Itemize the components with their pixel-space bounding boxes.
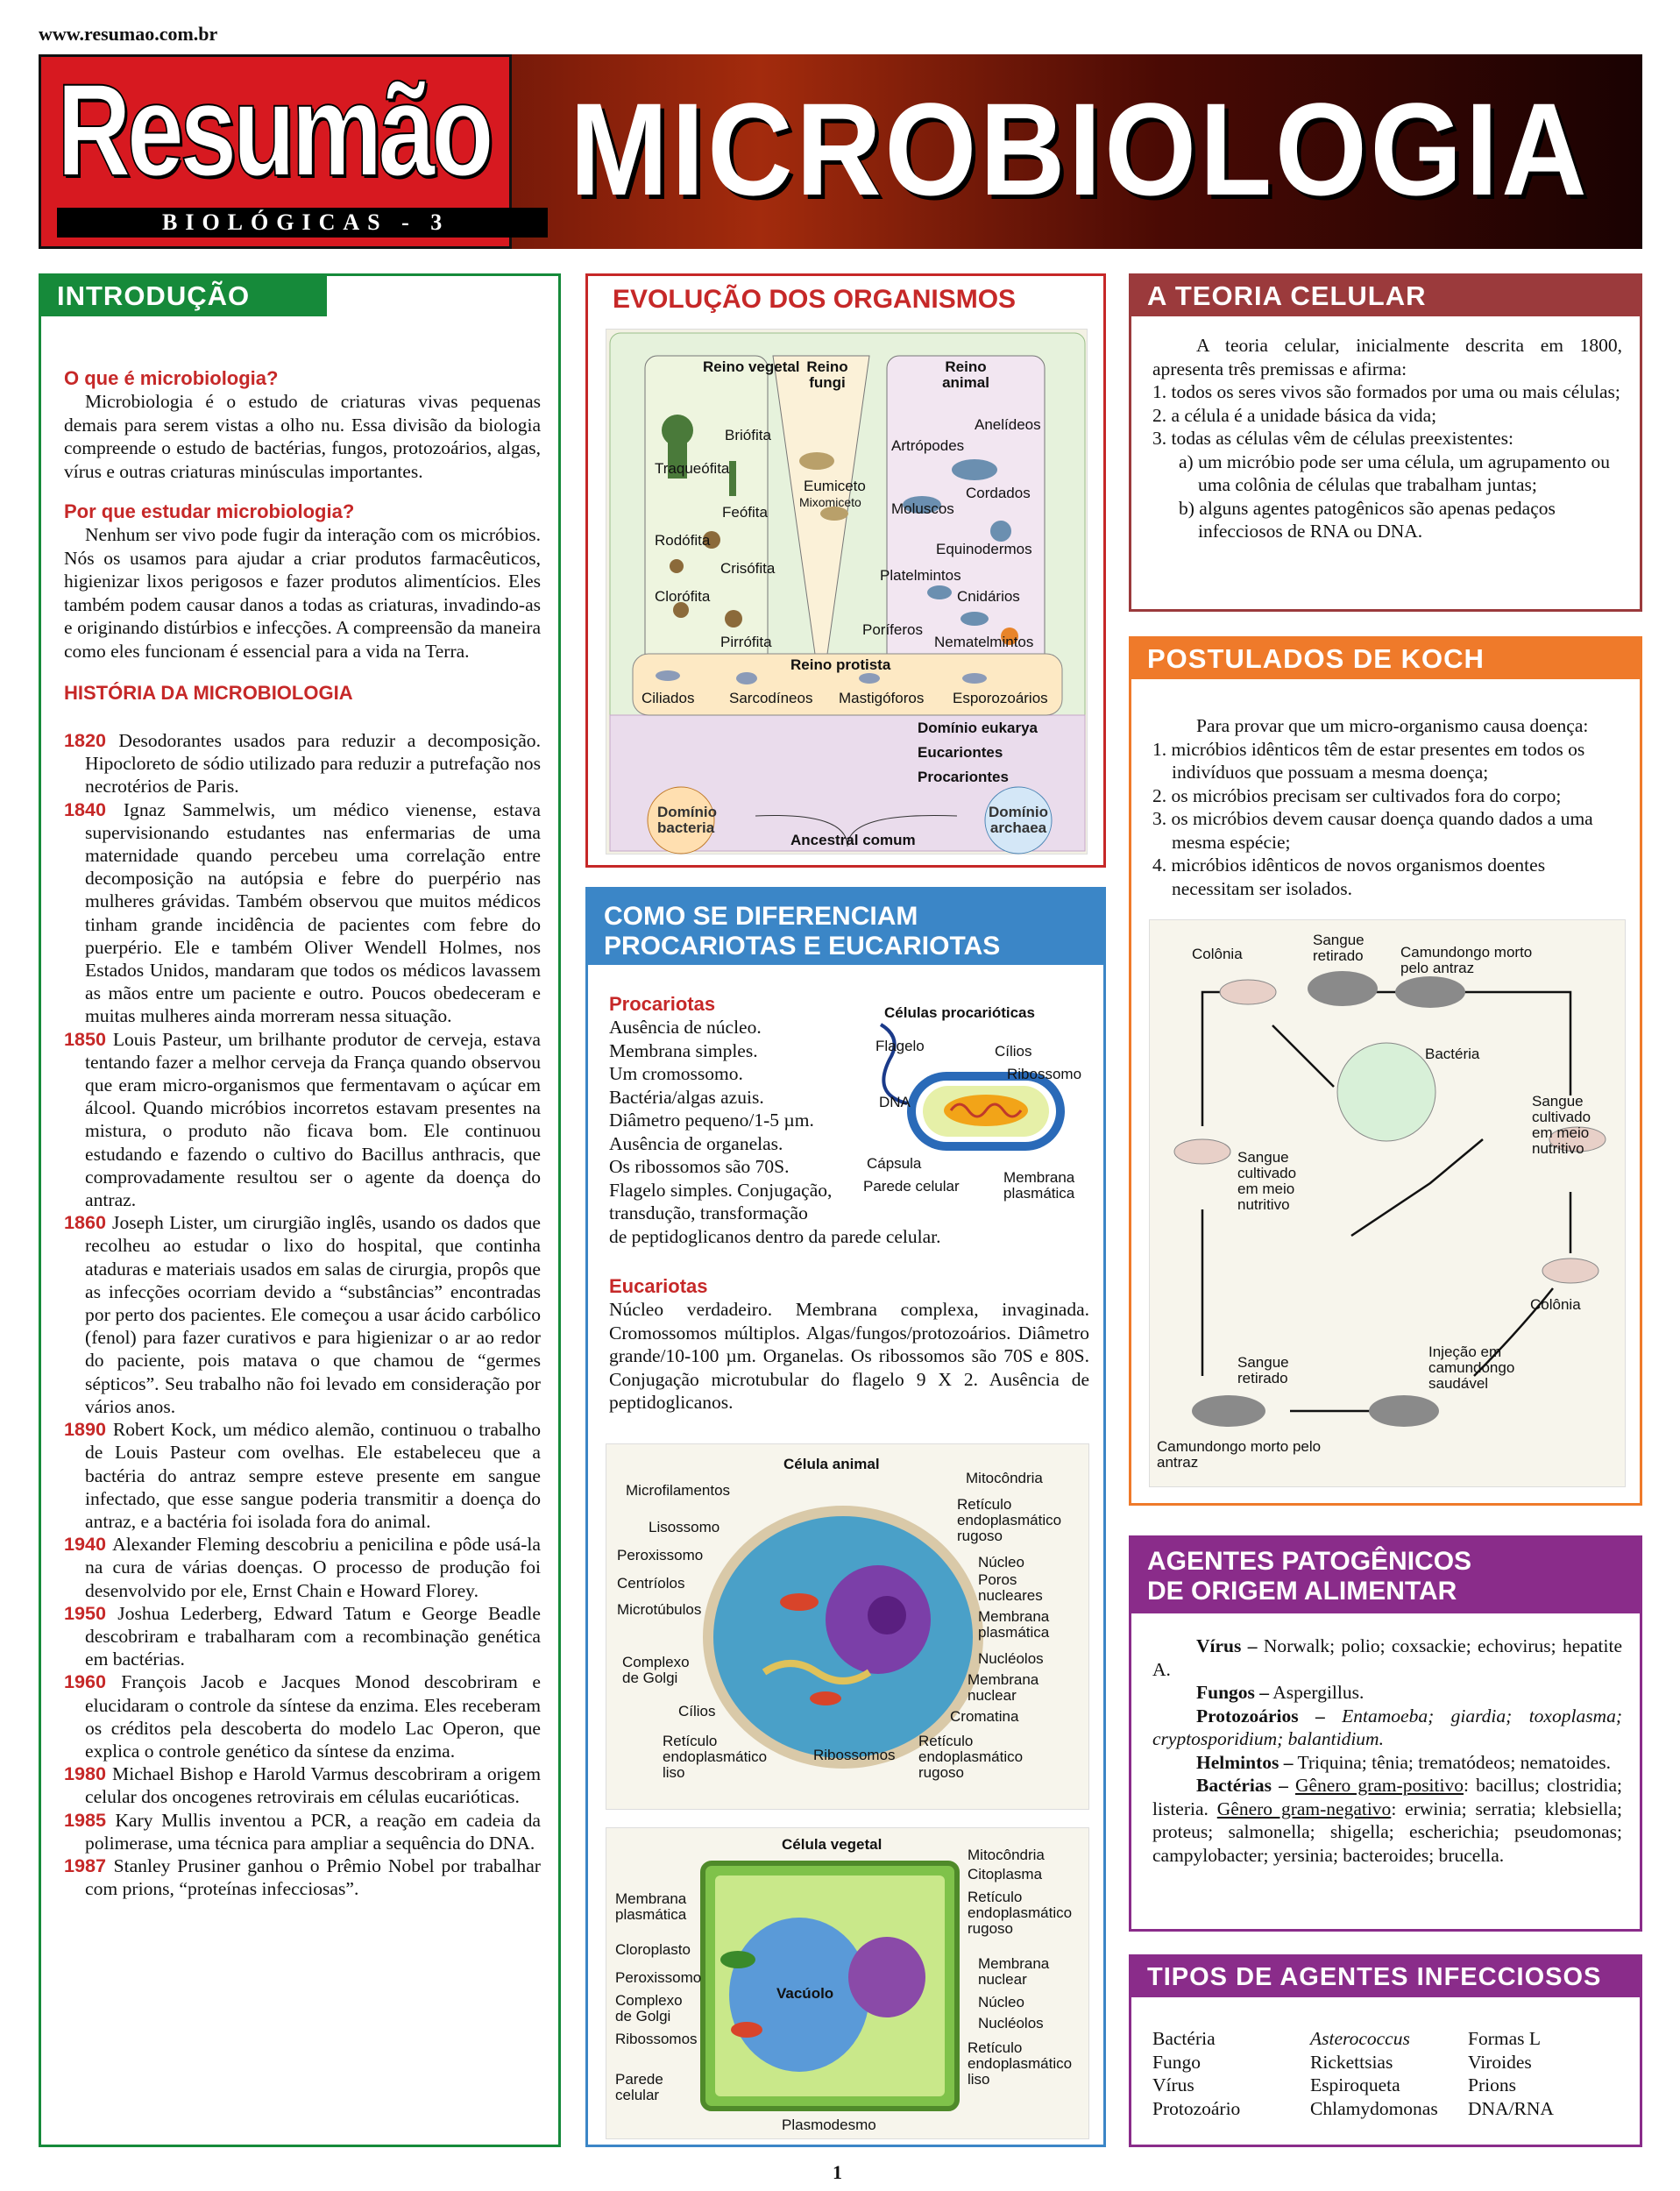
procariontes-label: Procariontes bbox=[918, 769, 1009, 785]
feofita-label: Feófita bbox=[722, 504, 768, 521]
virus-text: Norwalk; polio; coxsackie; echovirus; hepatite A. bbox=[1152, 1635, 1622, 1680]
brand-logo bbox=[39, 54, 512, 249]
proc-cell-title: Células procarióticas bbox=[884, 1004, 1035, 1021]
history-heading: HISTÓRIA DA MICROBIOLOGIA bbox=[64, 682, 353, 704]
reino-animal-label: Reino animal bbox=[942, 358, 989, 391]
veg-vacuolo: Vacúolo bbox=[776, 1985, 834, 2002]
history-year: 1985 bbox=[64, 1808, 116, 1831]
ciliados-label: Ciliados bbox=[642, 690, 695, 706]
teoria-subitem: b) alguns agentes patogênicos são apenas pedaços infecciosos de RNA ou DNA. bbox=[1179, 497, 1556, 542]
tipo-item: Asterococcus bbox=[1310, 2028, 1410, 2049]
gram-pos: Gênero gram-positivo bbox=[1294, 1775, 1464, 1796]
poriferos-label: Poríferos bbox=[862, 621, 923, 638]
tipos-col-2 bbox=[1310, 2027, 1468, 2120]
ancestral-label: Ancestral comum bbox=[790, 832, 916, 848]
history-text: François Jacob e Jacques Monod descobriram e elucidaram o controle da síntese da enzima. Eles receberam os créditos pela descoberta do modelo Lac Operon, que explica o controle genético da síntese da enzima. bbox=[85, 1671, 541, 1762]
helm-text: Triquina; tênia; trematódeos; nematoides. bbox=[1297, 1751, 1611, 1773]
history-year: 1950 bbox=[64, 1601, 118, 1624]
pro-line: Flagelo simples. Conjugação, bbox=[609, 1179, 833, 1201]
tipo-item: Espiroqueta bbox=[1310, 2074, 1400, 2095]
evo-heading: EVOLUÇÃO DOS ORGANISMOS bbox=[613, 285, 1017, 314]
pro-line: de peptidoglicanos dentro da parede celular. bbox=[609, 1225, 941, 1247]
tipo-item: Chlamydomonas bbox=[1310, 2097, 1438, 2119]
evo-figure bbox=[606, 329, 1088, 854]
history-text: Louis Pasteur, um brilhante produtor de cerveja, estava tentando fazer a melhor cerveja da França quando observou que eram micro-organismos que fermentavam o açúcar em álcool. Quando micróbios incorretos estavam presentes na mistura, o produto não ficava bom. Ele continuou estudando e fazendo o cultivo do Bacillus anthracis, que comprovadamente resultou ser o agente da doença do antraz. bbox=[85, 1028, 542, 1211]
traqueofita-label: Traqueófita bbox=[655, 460, 730, 477]
proc-parede: Parede celular bbox=[863, 1178, 960, 1195]
site-url: www.resumao.com.br bbox=[39, 23, 218, 45]
dif-section bbox=[585, 887, 1106, 2147]
koch-section bbox=[1129, 636, 1642, 1506]
history-year: 1820 bbox=[64, 729, 119, 751]
page-number: 1 bbox=[833, 2161, 842, 2183]
helm-label: Helmintos – bbox=[1196, 1751, 1294, 1773]
an-centriolos: Centríolos bbox=[617, 1575, 685, 1592]
veg-ribossomos: Ribossomos bbox=[615, 2031, 698, 2047]
koch-sangue-2: Sangue retirado bbox=[1237, 1354, 1289, 1386]
veg-membrana-nuclear: Membrana nuclear bbox=[978, 1955, 1050, 1988]
nematelmintos-label: Nematelmintos bbox=[934, 634, 1034, 650]
history-year: 1987 bbox=[64, 1854, 114, 1876]
koch-item: 2. os micróbios precisam ser cultivados fora do corpo; bbox=[1152, 784, 1562, 806]
an-ribossomos: Ribossomos bbox=[813, 1747, 896, 1763]
veg-parede: Parede celular bbox=[615, 2071, 663, 2103]
an-golgi: Complexo de Golgi bbox=[622, 1654, 690, 1686]
cnidarios-label: Cnidários bbox=[957, 588, 1020, 605]
platelmintos-label: Platelmintos bbox=[880, 567, 961, 584]
mastigoforos-label: Mastigóforos bbox=[839, 690, 925, 706]
pirrofita-label: Pirrófita bbox=[720, 634, 772, 650]
history-text: Michael Bishop e Harold Varmus descobriram a origem celular dos oncogenes retrovirais em células eucarióticas. bbox=[85, 1763, 541, 1808]
page-title: MICROBIOLOGIA bbox=[570, 75, 1591, 223]
reino-protista-label: Reino protista bbox=[790, 656, 891, 673]
dominio-bacteria-label: Domínio bacteria bbox=[657, 804, 717, 836]
veg-nucleo: Núcleo bbox=[978, 1994, 1024, 2010]
briofita-label: Briófita bbox=[725, 427, 771, 443]
fungos-label: Fungos – bbox=[1196, 1682, 1270, 1703]
history-year: 1890 bbox=[64, 1418, 113, 1441]
history-text: Stanley Prusiner ganhou o Prêmio Nobel por trabalhar com prions, “proteínas infecciosas”. bbox=[85, 1854, 541, 1900]
cordados-label: Cordados bbox=[966, 485, 1031, 501]
intro-heading: INTRODUÇÃO bbox=[41, 276, 327, 316]
pro-line: Ausência de núcleo. bbox=[609, 1017, 762, 1038]
reino-fungi-label: Reino fungi bbox=[806, 358, 848, 391]
agentes-section bbox=[1129, 1535, 1642, 1932]
an-microfilamentos: Microfilamentos bbox=[626, 1482, 731, 1499]
teoria-item: 1. todos os seres vivos são formados por uma ou mais células; bbox=[1152, 381, 1620, 402]
history-year: 1850 bbox=[64, 1027, 113, 1050]
history-year: 1960 bbox=[64, 1670, 122, 1693]
mixomiceto-label: Mixomiceto bbox=[799, 495, 861, 509]
pro-line: Os ribossomos são 70S. bbox=[609, 1156, 790, 1177]
teoria-intro: A teoria celular, inicialmente descrita em 1800, apresenta três premissas e afirma: bbox=[1152, 335, 1622, 379]
history-text: Joshua Lederberg, Edward Tatum e George Beadle descobriram e trabalharam com a recombinação genética em bactérias. bbox=[85, 1602, 541, 1670]
history-year: 1860 bbox=[64, 1211, 113, 1234]
an-reticulo-rugoso-2: Retículo endoplasmático rugoso bbox=[918, 1733, 1024, 1781]
tipo-item: Bactéria bbox=[1152, 2028, 1216, 2049]
proto-text: Entamoeba; giardia; toxoplasma; cryptosporidium; balantidium. bbox=[1152, 1705, 1622, 1749]
history-entry bbox=[64, 1762, 541, 1808]
virus-label: Vírus – bbox=[1196, 1635, 1258, 1656]
teoria-items bbox=[1152, 380, 1622, 543]
animal-title: Célula animal bbox=[783, 1456, 880, 1472]
koch-colonia-2: Colônia bbox=[1530, 1296, 1581, 1313]
proc-flagelo: Flagelo bbox=[875, 1038, 925, 1054]
veg-reticulo-rugoso: Retículo endoplasmático rugoso bbox=[968, 1889, 1073, 1937]
an-nucleolos: Nucléolos bbox=[978, 1650, 1044, 1667]
koch-heading: POSTULADOS DE KOCH bbox=[1131, 639, 1640, 679]
koch-sangue-cult-1: Sangue cultivado em meio nutritivo bbox=[1532, 1093, 1591, 1157]
equinodermos-label: Equinodermos bbox=[936, 541, 1032, 557]
evo-section bbox=[585, 273, 1106, 868]
an-nucleo: Núcleo bbox=[978, 1554, 1024, 1571]
veg-nucleolos: Nucléolos bbox=[978, 2015, 1044, 2031]
intro-section bbox=[39, 273, 561, 2147]
veg-reticulo-liso: Retículo endoplasmático liso bbox=[968, 2039, 1073, 2088]
history-text: Joseph Lister, um cirurgião inglês, usando os dados que recolheu ao estudar o lixo do hospital, que continha ataduras e materiais usados em salas de cirurgia, propôs que as infecções ocorriam devido a “substâncias” encontradas por perto dos pacientes. Ele começou a usar ácido carbólico (fenol) para fazer curativos e para higienizar o ar ao redor do paciente, pois matava o que chamou de “germes sépticos”. Seu trabalho não foi levado em consideração por vários anos. bbox=[85, 1212, 541, 1417]
history-year: 1940 bbox=[64, 1533, 113, 1556]
artropodes-label: Artrópodes bbox=[891, 437, 965, 454]
koch-injecao: Injeção em camundongo saudável bbox=[1428, 1344, 1515, 1392]
moluscos-label: Moluscos bbox=[891, 500, 954, 517]
history-entry bbox=[64, 729, 541, 798]
an-reticulo-liso: Retículo endoplasmático liso bbox=[663, 1733, 768, 1781]
tipo-item: Rickettsias bbox=[1310, 2051, 1393, 2073]
tipo-item: Fungo bbox=[1152, 2051, 1201, 2073]
dif-heading-2: PROCARIOTAS E EUCARIOTAS bbox=[604, 932, 1001, 961]
crisofita-label: Crisófita bbox=[720, 560, 776, 577]
veg-title: Célula vegetal bbox=[782, 1836, 883, 1853]
koch-morto-1: Camundongo morto pelo antraz bbox=[1400, 944, 1533, 976]
veg-mitocondria: Mitocôndria bbox=[968, 1847, 1045, 1863]
proc-membrana: Membrana plasmática bbox=[1003, 1169, 1075, 1202]
intro-p2: Nenhum ser vivo pode fugir da interação com os micróbios. Nós os usamos para ajudar a criar produtos farmacêuticos, higienizar lixos perigosos e fazer produtos alimentícios. Eles também podem causar danos a todas as criaturas, invadindo-as e originando distúrbios e infecções. A compreensão da maneira como eles funcionam é essencial para a vida na Terra. bbox=[64, 524, 541, 662]
history-entry bbox=[64, 1854, 541, 1900]
agentes-heading-1: AGENTES PATOGÊNICOS bbox=[1147, 1547, 1472, 1576]
dominio-archaea-label: Domínio archaea bbox=[989, 804, 1048, 836]
proc-ribossomo: Ribossomo bbox=[1007, 1066, 1082, 1082]
teoria-subitem: a) um micróbio pode ser uma célula, um agrupamento ou uma colônia de células que trabalham juntas; bbox=[1179, 450, 1610, 495]
koch-morto-2: Camundongo morto pelo antraz bbox=[1157, 1438, 1322, 1471]
tipo-item: Prions bbox=[1468, 2074, 1516, 2095]
history-text: Desodorantes usados para reduzir a decomposição. Hipocloreto de sódio utilizado para reduzir a putrefação nos necrotérios de Paris. bbox=[85, 730, 541, 798]
prokaryote-figure bbox=[854, 998, 1089, 1203]
eumiceto-label: Eumiceto bbox=[804, 478, 866, 494]
tipo-item: Protozoário bbox=[1152, 2097, 1241, 2119]
intro-q2: Por que estudar microbiologia? bbox=[64, 500, 355, 522]
koch-sangue-1: Sangue retirado bbox=[1313, 932, 1365, 964]
proc-dna: DNA bbox=[879, 1094, 911, 1110]
euc-title: Eucariotas bbox=[609, 1275, 708, 1297]
dominio-eukarya-label: Domínio eukarya bbox=[918, 720, 1038, 736]
tipo-item: Viroides bbox=[1468, 2051, 1532, 2073]
koch-intro: Para provar que um micro-organismo causa doença: bbox=[1196, 715, 1589, 736]
an-peroxissomo: Peroxissomo bbox=[617, 1547, 704, 1563]
veg-peroxissomo: Peroxissomo bbox=[615, 1969, 702, 1986]
an-cromatina: Cromatina bbox=[950, 1708, 1019, 1725]
an-mitocondria: Mitocôndria bbox=[966, 1470, 1043, 1486]
history-entry bbox=[64, 1670, 541, 1762]
teoria-item: 3. todas as células vêm de células preexistentes: bbox=[1152, 428, 1513, 449]
koch-bacteria: Bactéria bbox=[1425, 1046, 1480, 1062]
anelideos-label: Anelídeos bbox=[975, 416, 1041, 433]
tipo-item: DNA/RNA bbox=[1468, 2097, 1554, 2119]
sarcodineos-label: Sarcodíneos bbox=[729, 690, 813, 706]
an-membrana-plasm: Membrana plasmática bbox=[978, 1608, 1050, 1641]
intro-p1: Microbiologia é o estudo de criaturas vivas pequenas demais para serem vistas a olho nu. Essa divisão da biologia compreende o estudo de bactérias, fungos, protozoários, algas, vírus e outras criaturas minúsculas importantes. bbox=[64, 391, 541, 482]
koch-items bbox=[1152, 738, 1622, 901]
brand-subtitle: BIOLÓGICAS - 3 bbox=[57, 208, 548, 238]
eucariontes-label: Eucariontes bbox=[918, 744, 1003, 761]
euc-text: Núcleo verdadeiro. Membrana complexa, invaginada. Cromossomos múltiplos. Algas/fungos/protozoários. Diâmetro grande/10-100 µm. Organelas. Os ribossomos são 70S e 80S. Conjugação microtubular do flagelo 9 X 2. Ausência de peptidoglicanos. bbox=[609, 1299, 1089, 1413]
animal-cell-figure bbox=[606, 1443, 1089, 1810]
koch-figure bbox=[1149, 919, 1626, 1487]
bact-label: Bactérias – bbox=[1196, 1775, 1288, 1796]
plant-cell-figure bbox=[606, 1827, 1089, 2139]
koch-sangue-cult-2: Sangue cultivado em meio nutritivo bbox=[1237, 1149, 1297, 1213]
gram-neg: Gênero gram-negativo bbox=[1216, 1797, 1392, 1819]
veg-golgi: Complexo de Golgi bbox=[615, 1992, 683, 2024]
koch-cycle-svg bbox=[1150, 920, 1627, 1488]
proc-cilios: Cílios bbox=[995, 1043, 1032, 1060]
brand-name: Resumão bbox=[57, 56, 490, 203]
history-entry bbox=[64, 1809, 541, 1854]
teoria-heading: A TEORIA CELULAR bbox=[1131, 276, 1640, 316]
proto-label: Protozoários – bbox=[1196, 1705, 1325, 1727]
dif-heading-1: COMO SE DIFERENCIAM bbox=[604, 902, 918, 931]
tipos-col-1 bbox=[1152, 2027, 1310, 2120]
tipo-item: Vírus bbox=[1152, 2074, 1194, 2095]
an-cilios: Cílios bbox=[678, 1703, 716, 1719]
history-list bbox=[64, 729, 541, 1900]
koch-item: 3. os micróbios devem causar doença quando dados a uma mesma espécie; bbox=[1152, 808, 1593, 853]
veg-cloroplasto: Cloroplasto bbox=[615, 1941, 691, 1958]
tipos-col-3 bbox=[1468, 2027, 1626, 2120]
reino-vegetal-label: Reino vegetal bbox=[703, 358, 800, 375]
history-year: 1980 bbox=[64, 1762, 112, 1785]
teoria-section bbox=[1129, 273, 1642, 612]
esporozoarios-label: Esporozoários bbox=[953, 690, 1048, 706]
rodofita-label: Rodófita bbox=[655, 532, 711, 549]
an-poros: Poros nucleares bbox=[978, 1571, 1043, 1604]
pro-title: Procariotas bbox=[609, 993, 716, 1015]
pro-line: Ausência de organelas. bbox=[609, 1132, 783, 1154]
history-text: Alexander Fleming descobriu a penicilina e pôde usá-la na cura de várias doenças. O processo de produção foi desenvolvido por ele, Ernst Chain e Howard Florey. bbox=[85, 1534, 541, 1601]
history-text: Kary Mullis inventou a PCR, a reação em cadeia da polimerase, uma técnica para ampliar a sequência do DNA. bbox=[85, 1809, 541, 1854]
koch-item: 4. micróbios idênticos de novos organismos doentes necessitam ser isolados. bbox=[1152, 854, 1546, 899]
an-microtubulos: Microtúbulos bbox=[617, 1601, 702, 1618]
an-membrana-nuclear: Membrana nuclear bbox=[968, 1671, 1039, 1704]
bact-text-1: : bacillus; clostridia; listeria. bbox=[1152, 1775, 1623, 1819]
tipos-heading: TIPOS DE AGENTES INFECCIOSOS bbox=[1131, 1957, 1640, 1997]
intro-q1: O que é microbiologia? bbox=[64, 367, 279, 389]
history-entry bbox=[64, 1211, 541, 1418]
history-year: 1840 bbox=[64, 798, 124, 820]
fungos-text: Aspergillus. bbox=[1272, 1682, 1365, 1703]
teoria-item: 2. a célula é a unidade básica da vida; bbox=[1152, 404, 1437, 426]
history-entry bbox=[64, 798, 541, 1028]
proc-capsula: Cápsula bbox=[867, 1155, 922, 1172]
koch-colonia-1: Colônia bbox=[1192, 946, 1243, 962]
veg-membrana-plasm: Membrana plasmática bbox=[615, 1890, 687, 1923]
veg-citoplasma: Citoplasma bbox=[968, 1866, 1043, 1883]
pro-line: transdução, transformação bbox=[609, 1202, 808, 1223]
history-entry bbox=[64, 1028, 541, 1212]
history-entry bbox=[64, 1602, 541, 1671]
pro-line: Bactéria/algas azuis. bbox=[609, 1086, 764, 1108]
history-text: Ignaz Sammelwis, um médico vienense, estava supervisionando estudantes nas enfermarias de uma maternidade quando percebeu uma correlação entre decomposição na autópsia e febre do puerpério nas mulheres grávidas. Também observou que muitos médicos tinham grande incidência de pacientes com febre do puerpério. Ele e também Oliver Wendell Holmes, nos Estados Unidos, mandaram que todos os médicos lavassem as mãos entre um paciente e outro. Poucos obedeceram e muitas mulheres ainda morreram nessa situação. bbox=[85, 798, 541, 1027]
history-text: Robert Kock, um médico alemão, continuou o trabalho de Louis Pasteur com ovelhas. Ele estabeleceu que a bactéria do antraz sempre esteve presente em sangue infectado, que esse sangue poderia transmitir a doença do antraz, e a bactéria foi isolada fora do animal. bbox=[85, 1419, 541, 1532]
agentes-heading-2: DE ORIGEM ALIMENTAR bbox=[1147, 1577, 1457, 1606]
bact-text-2: : erwinia; serratia; klebsiella; proteus; salmonella; shigella; escherichia; pseudomonas; campylobacter; yersinia; bacteroides; brucella. bbox=[1152, 1797, 1622, 1866]
clorofita-label: Clorófita bbox=[655, 588, 711, 605]
koch-item: 1. micróbios idênticos têm de estar presentes em todos os indivíduos que possuam a mesma doença; bbox=[1152, 738, 1585, 783]
pro-line: Diâmetro pequeno/1-5 µm. bbox=[609, 1110, 814, 1131]
an-lisossomo: Lisossomo bbox=[649, 1519, 720, 1535]
tipos-section bbox=[1129, 1954, 1642, 2147]
veg-plasmodesmo: Plasmodesmo bbox=[782, 2117, 876, 2133]
history-entry bbox=[64, 1533, 541, 1602]
history-entry bbox=[64, 1418, 541, 1533]
an-reticulo-rugoso: Retículo endoplasmático rugoso bbox=[957, 1496, 1062, 1544]
pro-line: Membrana simples. bbox=[609, 1039, 758, 1061]
pro-line: Um cromossomo. bbox=[609, 1063, 743, 1084]
tipo-item: Formas L bbox=[1468, 2028, 1542, 2049]
